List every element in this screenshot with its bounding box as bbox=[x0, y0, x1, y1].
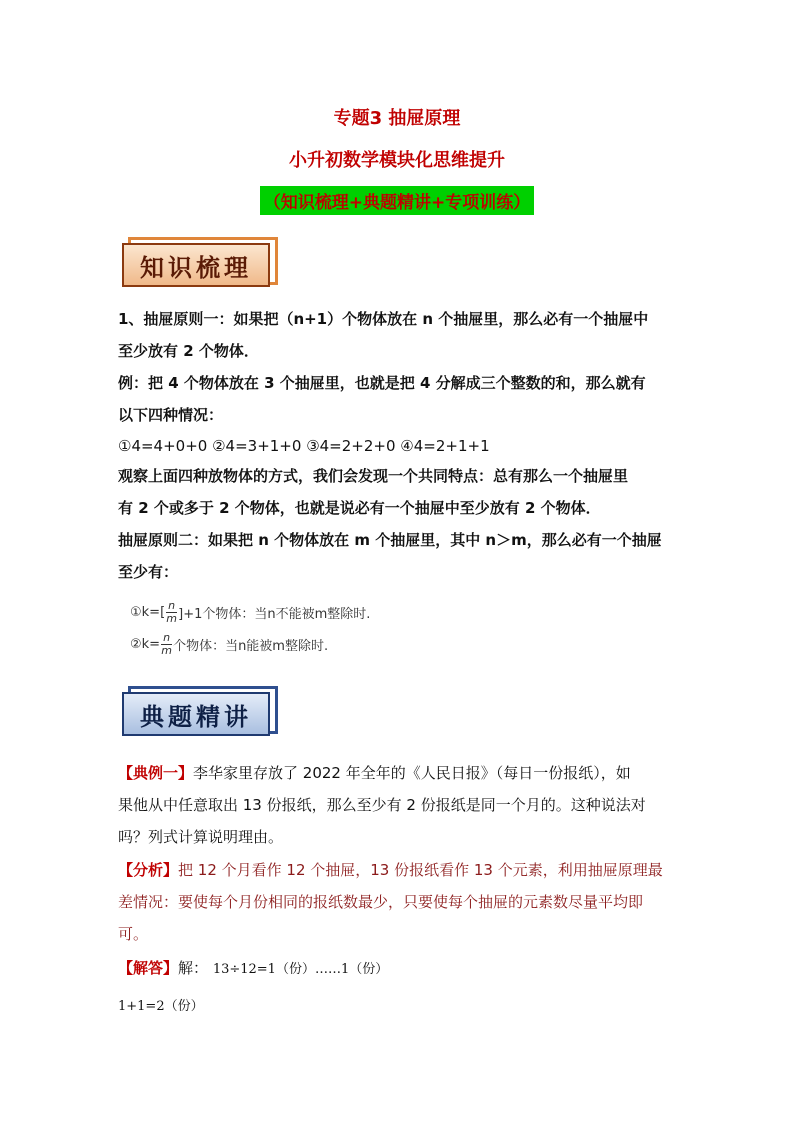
analysis-line-2: 差情况：要使每个月份相同的报纸数最少，只要使每个抽屉的元素数尽量平均即 bbox=[118, 893, 644, 911]
formula-1-suffix: ]+1个物体：当n不能被m整除时. bbox=[178, 607, 371, 622]
answer-tag: 【解答】 bbox=[118, 959, 179, 977]
formula-2-prefix: ②k= bbox=[130, 637, 161, 652]
knowledge-line-5: ①4=4+0+0 ②4=3+1+0 ③4=2+2+0 ④4=2+1+1 bbox=[118, 437, 490, 455]
example-line-2: 果他从中任意取出 13 份报纸，那么至少有 2 份报纸是同一个月的。这种说法对 bbox=[118, 796, 646, 814]
fraction-denominator: m bbox=[161, 644, 172, 657]
formula-1 bbox=[130, 600, 370, 625]
fraction-numerator: n bbox=[163, 631, 171, 644]
doc-title: 专题3 抽屉原理 bbox=[333, 108, 461, 129]
analysis-text-1: 把 12 个月看作 12 个抽屉，13 份报纸看作 13 个元素，利用抽屉原理最 bbox=[178, 861, 663, 879]
doc-subtitle: 小升初数学模块化思维提升 bbox=[289, 150, 505, 171]
analysis-tag: 【分析】 bbox=[118, 861, 179, 879]
answer-line-1 bbox=[118, 958, 678, 980]
formula-1-fraction bbox=[166, 600, 177, 625]
formula-1-prefix: ①k=[ bbox=[130, 605, 166, 620]
section-banner-knowledge bbox=[122, 243, 274, 289]
banner-label: 知识梳理 bbox=[122, 243, 270, 287]
knowledge-line-6: 观察上面四种放物体的方式，我们会发现一个共同特点：总有那么一个抽屉里 bbox=[118, 467, 629, 485]
example-question-1: 李华家里存放了 2022 年全年的《人民日报》（每日一份报纸），如 bbox=[193, 764, 631, 782]
knowledge-line-8: 抽屉原则二：如果把 n 个物体放在 m 个抽屉里，其中 n＞m，那么必有一个抽屉 bbox=[118, 531, 662, 549]
formula-2 bbox=[130, 632, 328, 657]
knowledge-line-2: 至少放有 2 个物体． bbox=[118, 342, 259, 360]
doc-tagline: （知识梳理+典题精讲+专项训练） bbox=[260, 186, 535, 215]
knowledge-line-7: 有 2 个或多于 2 个物体，也就是说必有一个抽屉中至少放有 2 个物体． bbox=[118, 499, 601, 517]
example-tag: 【典例一】 bbox=[118, 764, 194, 782]
answer-label: 解： bbox=[178, 959, 209, 977]
tagline-row bbox=[0, 186, 794, 215]
analysis-line-1 bbox=[118, 860, 678, 880]
knowledge-line-9: 至少有： bbox=[118, 563, 179, 581]
fraction-denominator: m bbox=[166, 612, 177, 625]
answer-equation-2: 1+1=2（份） bbox=[118, 999, 204, 1014]
knowledge-line-3: 例：把 4 个物体放在 3 个抽屉里，也就是把 4 分解成三个整数的和，那么就有 bbox=[118, 374, 646, 392]
knowledge-line-1: 1、抽屉原则一：如果把（n+1）个物体放在 n 个抽屉里，那么必有一个抽屉中 bbox=[118, 310, 649, 328]
banner-label: 典题精讲 bbox=[122, 692, 270, 736]
fraction-numerator: n bbox=[168, 599, 176, 612]
answer-equation-1: 13÷12=1（份）……1（份） bbox=[212, 962, 389, 977]
formula-2-suffix: 个物体：当n能被m整除时. bbox=[173, 639, 329, 654]
example-line-3: 吗？列式计算说明理由。 bbox=[118, 828, 284, 846]
formula-2-fraction bbox=[161, 632, 172, 657]
example-line-1 bbox=[118, 763, 678, 783]
analysis-line-3: 可。 bbox=[118, 925, 149, 943]
section-banner-examples bbox=[122, 692, 274, 738]
knowledge-line-4: 以下四种情况： bbox=[118, 406, 224, 424]
